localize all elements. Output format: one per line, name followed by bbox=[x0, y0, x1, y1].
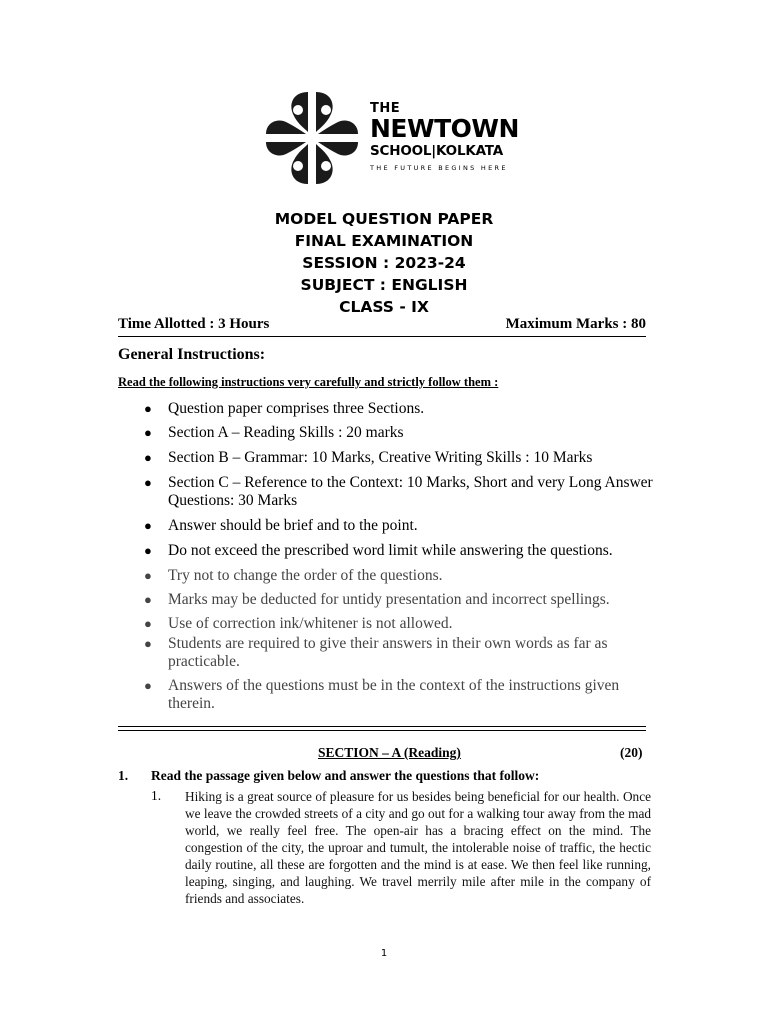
instruction-text: Try not to change the order of the questions. bbox=[168, 567, 443, 584]
passage-number: 1. bbox=[151, 788, 162, 803]
bullet-icon: ● bbox=[144, 568, 152, 583]
instruction-text: Section C – Reference to the Context: 10 Marks, Short and very Long Answer Questions: 30 Marks bbox=[168, 474, 653, 509]
list-item bbox=[118, 517, 658, 535]
bullet-icon: ● bbox=[144, 425, 152, 440]
bullet-icon: ● bbox=[144, 592, 152, 607]
bullet-icon: ● bbox=[144, 616, 152, 631]
bullet-icon: ● bbox=[144, 518, 152, 533]
meta-row bbox=[118, 316, 646, 337]
bullet-icon: ● bbox=[144, 401, 152, 416]
logo-tagline: THE FUTURE BEGINS HERE bbox=[370, 164, 508, 172]
logo-the: THE bbox=[370, 101, 401, 116]
instruction-text: Section A – Reading Skills : 20 marks bbox=[168, 424, 404, 441]
instruction-text: Students are required to give their answers in their own words as far as practicable. bbox=[168, 635, 608, 670]
bullet-icon: ● bbox=[144, 636, 152, 651]
header-title: MODEL QUESTION PAPER bbox=[274, 210, 494, 228]
list-item bbox=[118, 615, 658, 633]
school-logo bbox=[262, 88, 519, 188]
divider bbox=[118, 730, 646, 731]
bullet-icon: ● bbox=[144, 450, 152, 465]
general-instructions-heading: General Instructions: bbox=[118, 346, 266, 363]
logo-newtown: NEWTOWN bbox=[370, 114, 519, 143]
instruction-text: Answer should be brief and to the point. bbox=[168, 517, 418, 534]
list-item bbox=[118, 449, 658, 467]
general-instructions-subheading: Read the following instructions very carefully and strictly follow them : bbox=[118, 375, 499, 389]
section-marks: (20) bbox=[620, 745, 643, 760]
maximum-marks: Maximum Marks : 80 bbox=[505, 316, 646, 332]
list-item bbox=[118, 400, 658, 418]
list-item bbox=[118, 542, 658, 560]
list-item bbox=[118, 635, 658, 671]
list-item bbox=[118, 591, 658, 609]
logo-school-kolkata: SCHOOL|KOLKATA bbox=[370, 143, 504, 159]
bullet-icon: ● bbox=[144, 678, 152, 693]
header-exam: FINAL EXAMINATION bbox=[294, 232, 474, 250]
question-text: Read the passage given below and answer the questions that follow: bbox=[151, 768, 540, 783]
list-item bbox=[118, 567, 658, 585]
paper-header bbox=[0, 208, 768, 318]
header-session: SESSION : 2023-24 bbox=[302, 254, 466, 272]
header-class: CLASS - IX bbox=[339, 298, 429, 316]
newtown-school-emblem-icon bbox=[262, 88, 362, 188]
bullet-icon: ● bbox=[144, 543, 152, 558]
passage-text: Hiking is a great source of pleasure for us besides being beneficial for our health. Once we leave the crowded streets of a city and go out for a walking tour away from the mad world, we really feel free. The open-air has a bracing effect on the mind. The congestion of the city, the uproar and tumult, the intolerable noise of traffic, the hectic daily routine, all these are forgotten and the mind is at ease. We then feel like running, leaping, singing, and laughing. We travel merrily mile after mile in the company of friends and associates. bbox=[185, 789, 651, 906]
page-number: 1 bbox=[380, 948, 388, 959]
list-item bbox=[118, 474, 658, 510]
instruction-text: Marks may be deducted for untidy presentation and incorrect spellings. bbox=[168, 591, 610, 608]
instruction-text: Answers of the questions must be in the context of the instructions given therein. bbox=[168, 677, 620, 712]
header-subject: SUBJECT : ENGLISH bbox=[300, 276, 468, 294]
instruction-text: Question paper comprises three Sections. bbox=[168, 400, 425, 417]
bullet-icon: ● bbox=[144, 475, 152, 490]
instruction-text: Use of correction ink/whitener is not allowed. bbox=[168, 615, 453, 632]
time-allotted: Time Allotted : 3 Hours bbox=[118, 316, 270, 332]
list-item bbox=[118, 424, 658, 442]
list-item bbox=[118, 677, 658, 713]
question-number: 1. bbox=[118, 768, 129, 783]
instruction-text: Section B – Grammar: 10 Marks, Creative Writing Skills : 10 Marks bbox=[168, 449, 593, 466]
section-title: SECTION – A (Reading) bbox=[318, 745, 461, 760]
instruction-text: Do not exceed the prescribed word limit while answering the questions. bbox=[168, 542, 613, 559]
divider bbox=[118, 726, 646, 727]
